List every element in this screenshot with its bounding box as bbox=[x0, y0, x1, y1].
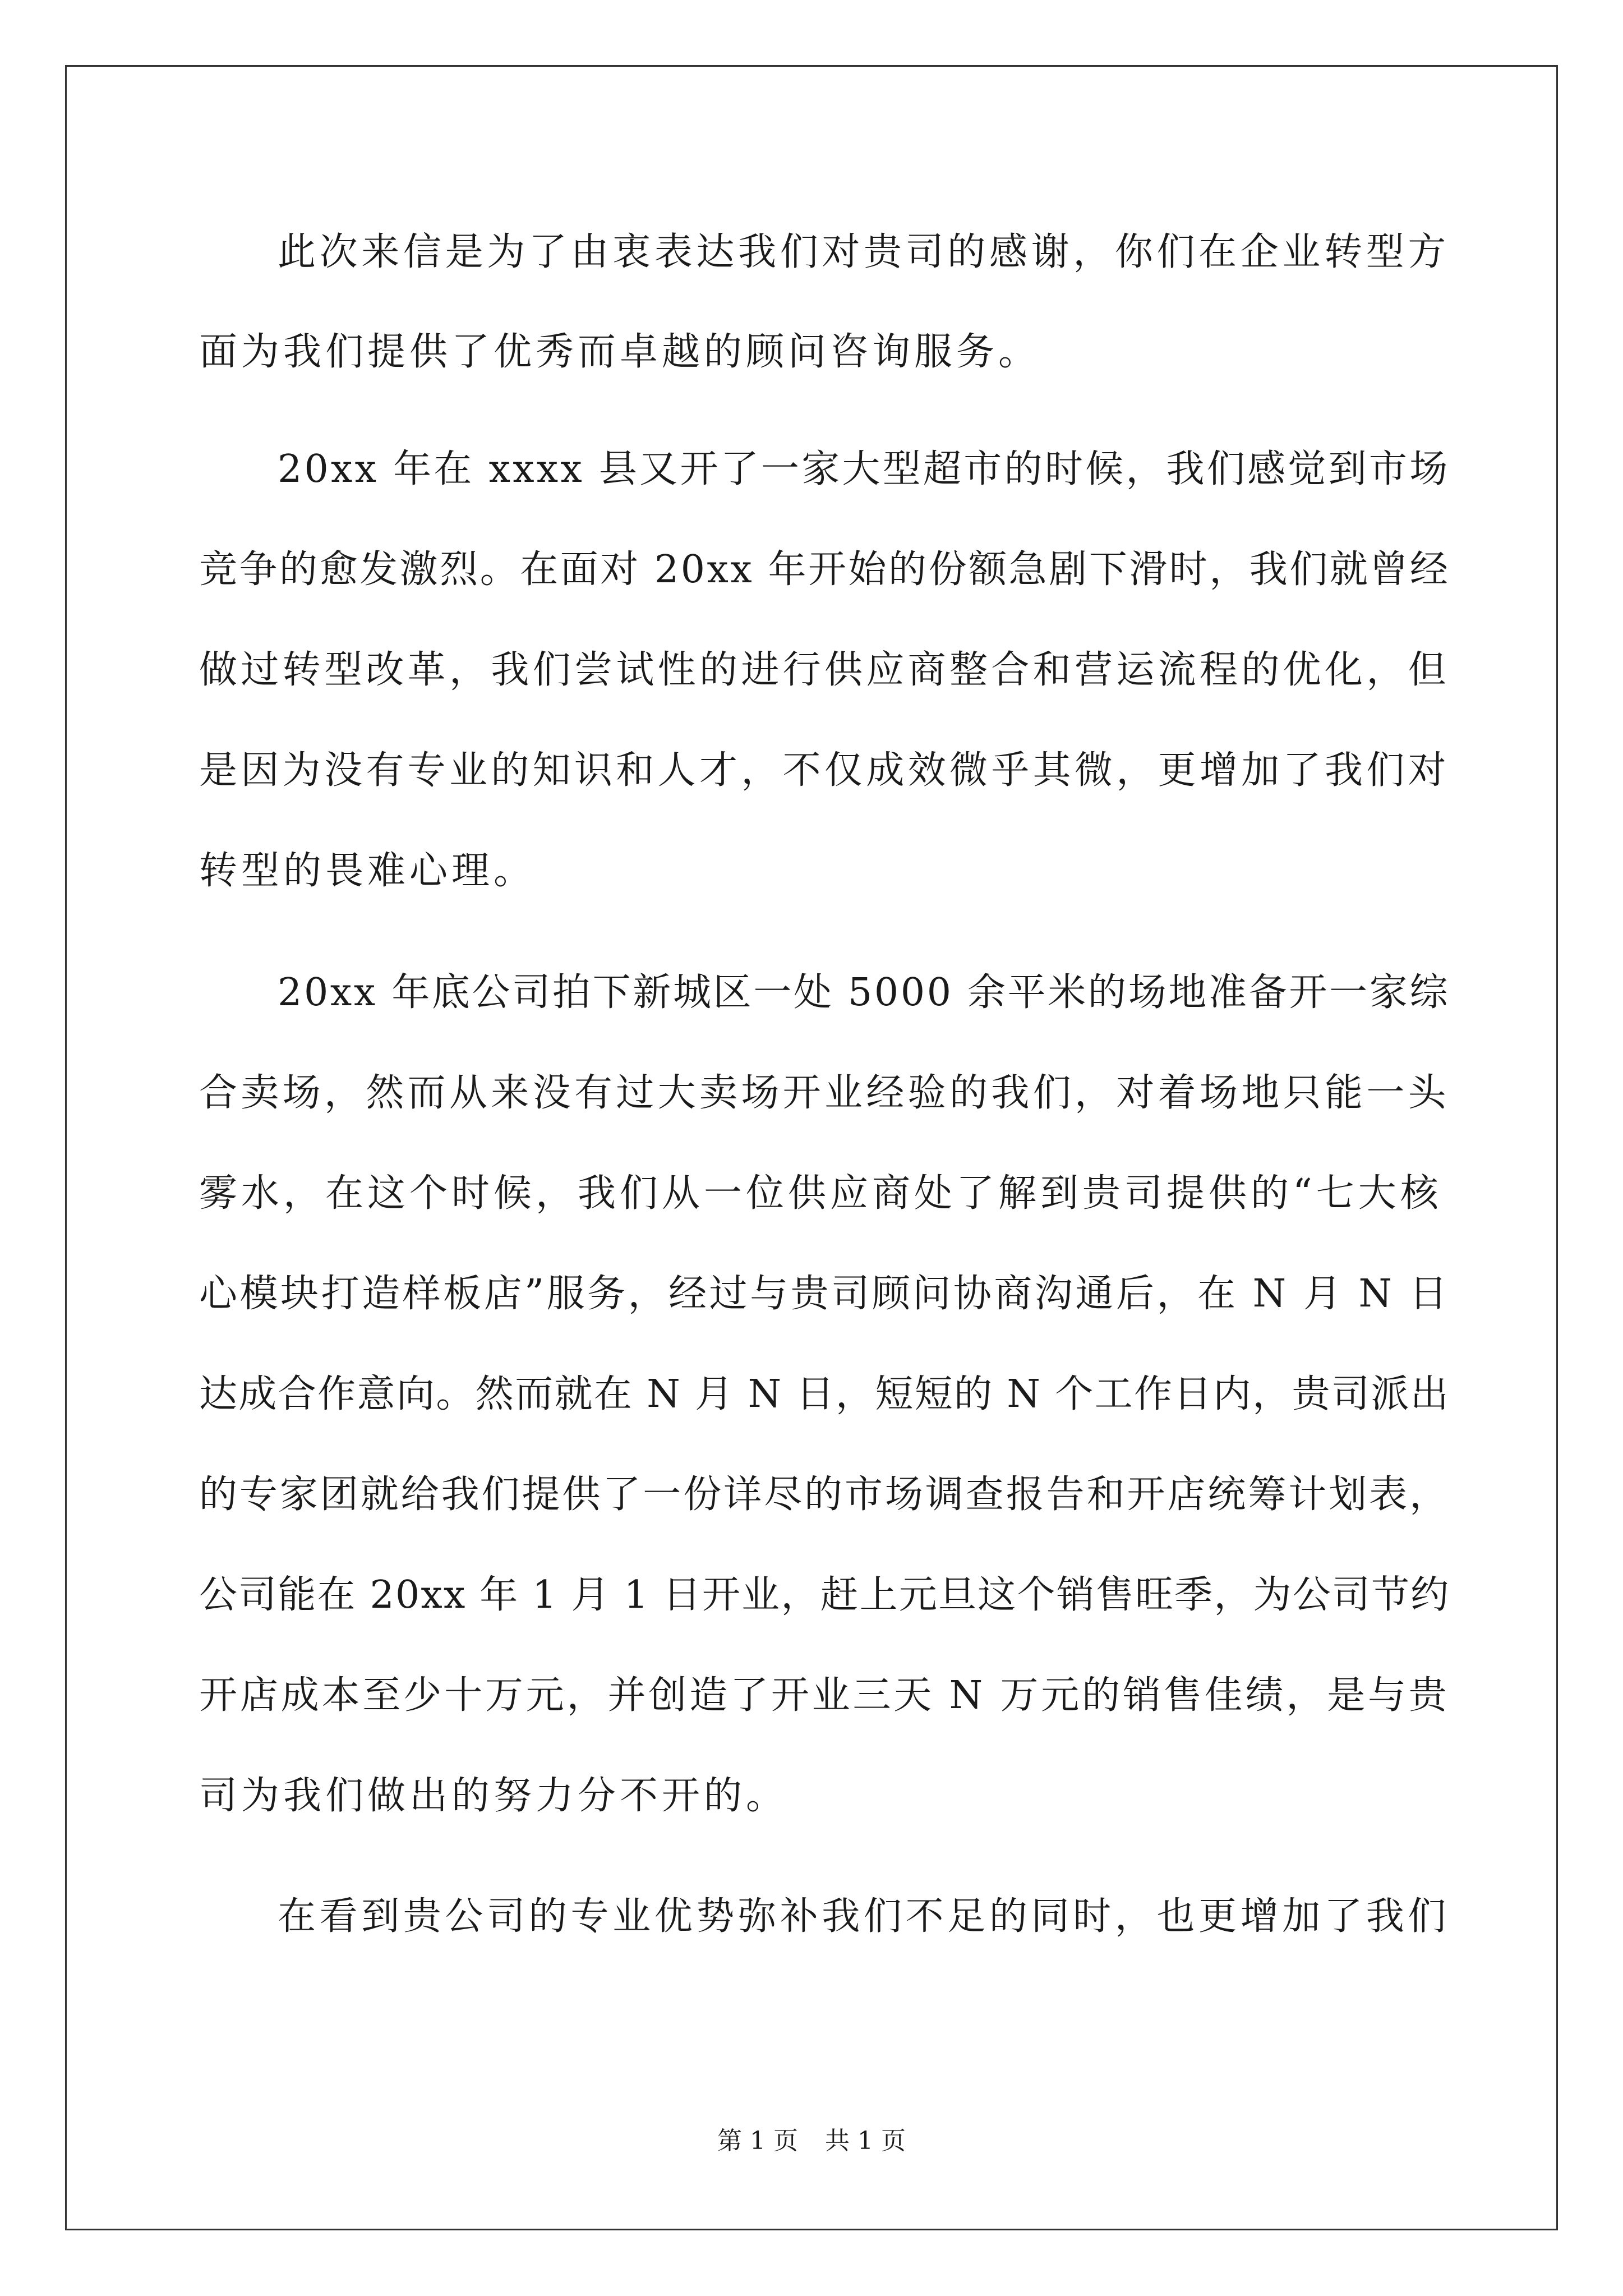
paragraph-line: 的专家团就给我们提供了一份详尽的市场调查报告和开店统筹计划表， bbox=[199, 1473, 1450, 1517]
page-footer bbox=[0, 2120, 1623, 2156]
paragraph-line: 达成合作意向。然而就在 N 月 N 日，短短的 N 个工作日内，贵司派出 bbox=[199, 1372, 1450, 1416]
paragraph-line: 20xx 年底公司拍下新城区一处 5000 余平米的场地准备开一家综 bbox=[278, 970, 1450, 1015]
paragraph-line: 合卖场，然而从来没有过大卖场开业经验的我们，对着场地只能一头 bbox=[199, 1071, 1450, 1115]
paragraph-line: 在看到贵公司的专业优势弥补我们不足的同时，也更增加了我们 bbox=[278, 1894, 1450, 1939]
paragraph-line: 心模块打造样板店”服务，经过与贵司顾问协商沟通后，在 N 月 N 日 bbox=[199, 1272, 1450, 1316]
paragraph-line: 此次来信是为了由衷表达我们对贵司的感谢，你们在企业转型方 bbox=[278, 230, 1450, 274]
paragraph-line: 雾水，在这个时候，我们从一位供应商处了解到贵司提供的“七大核 bbox=[199, 1171, 1442, 1216]
paragraph-line: 做过转型改革，我们尝试性的进行供应商整合和营运流程的优化，但 bbox=[199, 648, 1450, 692]
paragraph-line: 竞争的愈发激烈。在面对 20xx 年开始的份额急剧下滑时，我们就曾经 bbox=[199, 547, 1450, 592]
paragraph-line: 转型的畏难心理。 bbox=[199, 849, 536, 893]
page-number: 第 1 页 bbox=[717, 2127, 798, 2155]
paragraph-line: 面为我们提供了优秀而卓越的顾问咨询服务。 bbox=[199, 330, 1041, 374]
paragraph-line: 20xx 年在 xxxx 县又开了一家大型超市的时候，我们感觉到市场 bbox=[278, 447, 1450, 491]
page-total: 共 1 页 bbox=[825, 2127, 906, 2155]
paragraph-line: 公司能在 20xx 年 1 月 1 日开业，赶上元旦这个销售旺季，为公司节约 bbox=[199, 1573, 1450, 1617]
paragraph-line: 开店成本至少十万元，并创造了开业三天 N 万元的销售佳绩，是与贵 bbox=[199, 1673, 1450, 1718]
paragraph-line: 是因为没有专业的知识和人才，不仅成效微乎其微，更增加了我们对 bbox=[199, 748, 1450, 793]
paragraph-line: 司为我们做出的努力分不开的。 bbox=[199, 1774, 789, 1818]
